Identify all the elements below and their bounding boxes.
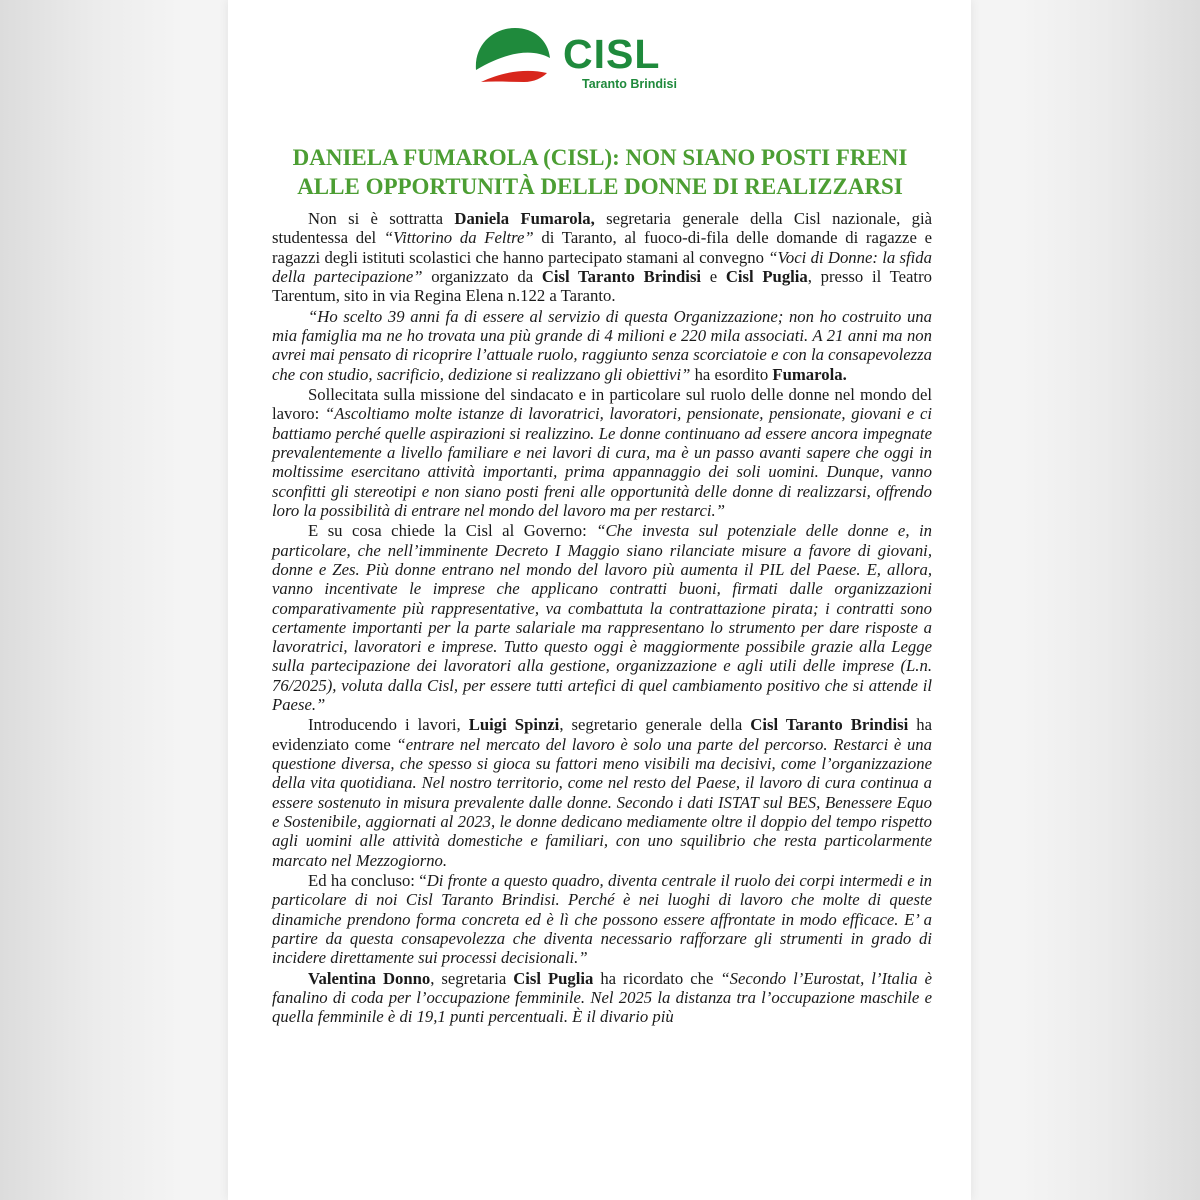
organization-name: Cisl Puglia [513, 968, 594, 988]
text: Ed ha concluso: “ [308, 871, 427, 891]
text: di Taranto, al fuoco-di-fila delle domande di ragazze e ragazzi degli istituti scolastici che hanno partecipato stamani al convegno [272, 228, 932, 267]
text: E su cosa chiede la Cisl al Governo: [308, 521, 597, 541]
organization-name: Cisl Taranto Brindisi [541, 266, 702, 286]
school-name: “Vittorino da Feltre” [383, 228, 534, 248]
person-name: Luigi Spinzi [468, 715, 560, 735]
paragraph-donno [272, 969, 932, 1027]
logo-wordmark: CISL [563, 31, 661, 77]
paragraph-mission [272, 385, 932, 520]
text: e [701, 266, 726, 286]
quote: “Ho scelto 39 anni fa di essere al servizio di questa Organizzazione; non ho costruito una mia famiglia ma ne ho trovata una più grande di 4 milioni e 220 mila associati. A 21 anni ma non avrei mai pensato di ricoprire l’attuale ruolo, raggiunto senza scorciatoie e con la consapevolezza che con studio, sacrificio, dedizione si realizzano gli obiettivi” [272, 306, 932, 384]
text: , segretario generale della [559, 715, 751, 735]
paragraph-quote-fumarola [272, 307, 932, 384]
quote: “Secondo l’Eurostat, l’Italia è fanalino di coda per l’occupazione femminile. Nel 2025 la distanza tra l’occupazione maschile e quella femminile è di 19,1 punti percentuali. È il divario più [272, 968, 932, 1027]
paragraph-government [272, 521, 932, 714]
title-line-1: DANIELA FUMAROLA (CISL): NON SIANO POSTI FRENI [292, 145, 908, 170]
text: Non si è sottratta [308, 209, 455, 228]
text: segretaria generale della Cisl nazionale, già studentessa del [272, 209, 932, 248]
cisl-emblem-icon [470, 22, 556, 84]
article-title [240, 143, 960, 201]
text: Introducendo i lavori, [308, 715, 469, 735]
logo-subtitle: Taranto Brindisi [582, 77, 677, 91]
organization-name: Cisl Puglia [725, 266, 808, 286]
quote: “entrare nel mercato del lavoro è solo una parte del percorso. Restarci è una questione diversa, che spesso si gioca su fattori meno visibili ma decisivi, come l’organizzazione della vita quotidiana. Nel nostro territorio, come nel resto del Paese, il lavoro di cura continua a essere sostenuto in misura prevalente dalle donne. Secondo i dati ISTAT sul BES, Benessere Equo e Sostenibile, aggiornati al 2023, le donne dedicano mediamente oltre il doppio del tempo rispetto agli uomini alle attività domestiche e familiari, con uno squilibrio che resta particolarmente marcato nel Mezzogiorno. [272, 734, 932, 870]
text: Sollecitata sulla missione del sindacato e in particolare sul ruolo delle donne nel mondo del lavoro: [272, 385, 932, 424]
paragraph-spinzi [272, 715, 932, 869]
quote: Di fronte a questo quadro, diventa centrale il ruolo dei corpi intermedi e in particolare di noi Cisl Taranto Brindisi. Perché è nei luoghi di lavoro che molte di queste dinamiche prendono forma concreta ed è lì che possono essere affrontate in modo efficace. E’ a partire da questa consapevolezza che diventa necessario rafforzare gli strumenti in grado di incidere direttamente sui processi decisionali.” [272, 871, 932, 968]
text: , presso il Teatro Tarentum, sito in via Regina Elena n.122 a Taranto. [272, 266, 932, 306]
text: ha ricordato che [593, 968, 721, 988]
organization-name: Cisl Taranto Brindisi [750, 715, 909, 735]
event-name: “Voci di Donne: la sfida della partecipazione” [272, 247, 932, 286]
quote: “Che investa sul potenziale delle donne e, in particolare, che nell’imminente Decreto I Maggio siano rilanciate misure a favore di giovani, donne e Zes. Più donne entrano nel mondo del lavoro più aumenta il PIL del Paese. E, allora, vanno incentivate le imprese che applicano contratti buoni, firmati dalle organizzazioni comparativamente più rappresentative, va combattuta la contrattazione pirata; i contratti sono certamente importanti per la parte salariale ma rappresentano lo strumento per dare risposte a lavoratrici, lavoratori e imprese. Tutto questo oggi è maggiormente possibile grazie alla Legge sulla partecipazione dei lavoratori alla gestione, organizzazione e agli utili delle imprese (L.n. 76/2025), voluta dalla Cisl, per essere tutti artefici di quel cambiamento positivo che si attende il Paese.” [272, 521, 932, 714]
paragraph-conclusion [272, 871, 932, 967]
person-name: Daniela Fumarola, [454, 209, 595, 228]
text: ha evidenziato come [272, 715, 932, 754]
title-line-2: ALLE OPPORTUNITÀ DELLE DONNE DI REALIZZARSI [297, 174, 903, 199]
cisl-logo [470, 22, 700, 92]
text: organizzato da [422, 266, 542, 286]
text: ha esordito [690, 364, 773, 384]
paragraph-intro [272, 209, 932, 305]
article-body [272, 209, 932, 1028]
person-name: Fumarola. [772, 364, 847, 384]
text: , segretaria [430, 968, 514, 988]
person-name: Valentina Donno [308, 968, 431, 988]
quote: “Ascoltiamo molte istanze di lavoratrici, lavoratori, pensionate, pensionate, giovani e ci battiamo perché quelle aspirazioni si realizzino. Le donne continuano ad essere ancora impegnate prevalentemente a livello familiare e nei lavori di cura, ma è un passo avanti sapere che oggi in moltissime esercitano attività importanti, prima appannaggio dei soli uomini. Dunque, vanno sconfitti gli stereotipi e non siano posti freni alle opportunità delle donne di realizzarsi, offrendo loro la possibilità di entrare nel mondo del lavoro ma per restarci.” [272, 404, 932, 520]
